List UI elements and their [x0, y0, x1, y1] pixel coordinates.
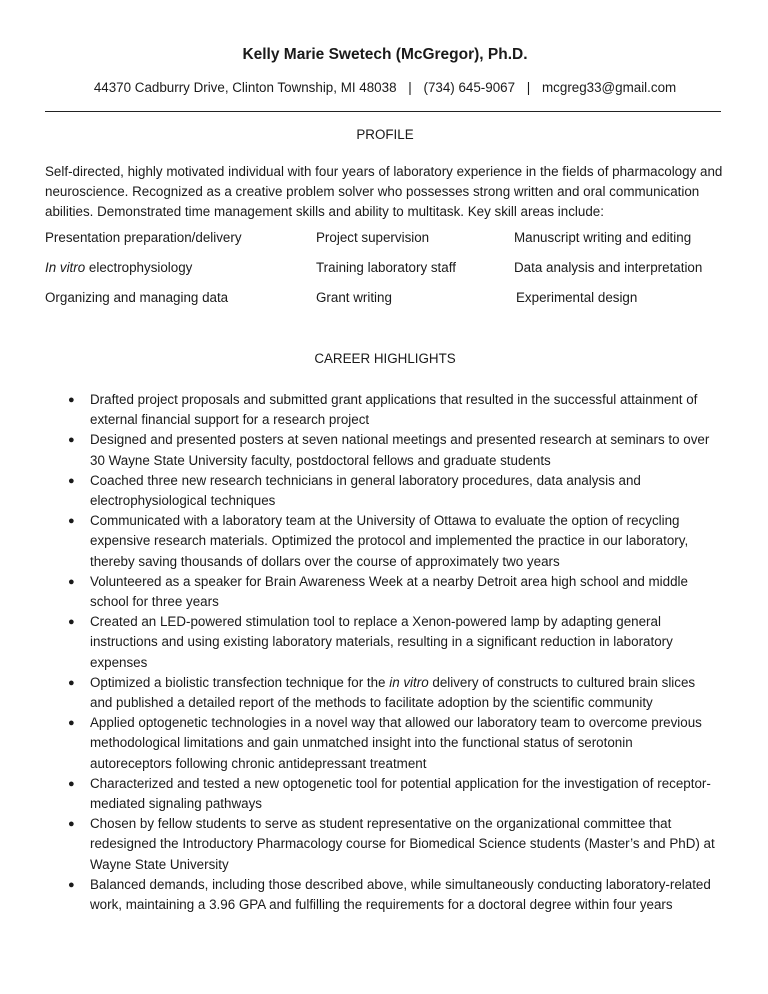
list-item — [45, 673, 715, 713]
header-divider — [45, 111, 721, 112]
highlight-text: Applied optogenetic technologies in a novel way that allowed our laboratory team to overcome previous methodological limitations and gain unmatched insight into the functional status of serotonin autoreceptors following chronic antidepressant treatment — [90, 715, 702, 771]
skill-item: Presentation preparation/delivery — [45, 230, 242, 245]
skill-item: Training laboratory staff — [316, 260, 456, 275]
bullet-icon: ● — [68, 474, 75, 487]
contact-separator: | — [526, 80, 531, 95]
bullet-icon: ● — [68, 676, 75, 689]
highlight-text: Drafted project proposals and submitted grant applications that resulted in the successful attainment of external financial support for a research project — [90, 392, 698, 428]
contact-address: 44370 Cadburry Drive, Clinton Township, MI 48038 — [93, 80, 397, 95]
highlight-text-italic: in vitro — [389, 674, 429, 690]
career-highlights-list — [45, 390, 725, 915]
list-item — [45, 430, 715, 470]
bullet-icon: ● — [68, 616, 75, 629]
skills-row — [45, 230, 725, 260]
contact-email: mcgreg33@gmail.com — [542, 80, 677, 95]
list-item — [45, 511, 715, 572]
bullet-icon: ● — [68, 434, 75, 447]
skills-row — [45, 290, 725, 320]
contact-phone: (734) 645-9067 — [423, 80, 516, 95]
skills-grid — [45, 230, 725, 320]
skill-item: Data analysis and interpretation — [514, 260, 703, 275]
highlight-text: Coached three new research technicians in general laboratory procedures, data analysis and electrophysiological techniques — [90, 472, 641, 509]
highlight-text: Chosen by fellow students to serve as student representative on the organizational committee that redesigned the Introductory Pharmacology course for Biomedical Science students (Master’s and PhD) at Wayne State University — [90, 816, 715, 872]
list-item — [45, 713, 715, 774]
highlight-text-part: Optimized a biolistic transfection technique for the — [90, 674, 390, 690]
bullet-icon: ● — [68, 777, 75, 790]
skill-item: Experimental design — [516, 290, 638, 305]
contact-separator: | — [408, 80, 412, 95]
bullet-icon: ● — [68, 818, 75, 831]
skill-item: Manuscript writing and editing — [514, 230, 692, 245]
bullet-icon: ● — [68, 717, 75, 730]
bullet-icon: ● — [68, 515, 75, 528]
skill-item — [45, 260, 192, 275]
profile-paragraph: Self-directed, highly motivated individual with four years of laboratory experience in the fields of pharmacology and neuroscience. Recognized as a creative problem solver who possesses strong written and oral communication abilities. Demonstrated time management skills and ability to multitask. Key skill areas include: — [45, 164, 723, 220]
skill-item-italic: In vitro — [45, 260, 86, 275]
list-item — [45, 390, 715, 430]
contact-line — [45, 80, 725, 95]
highlight-text: Volunteered as a speaker for Brain Awareness Week at a nearby Detroit area high school and middle school for three years — [90, 573, 688, 610]
bullet-icon: ● — [68, 878, 75, 891]
highlight-text-part: delivery of constructs to cultured brain slices and published a detailed report of the methods to facilitate adoption by the scientific community — [90, 674, 696, 711]
list-item — [45, 814, 715, 875]
career-highlights-heading: CAREER HIGHLIGHTS — [314, 351, 456, 366]
highlight-text — [90, 675, 695, 710]
list-item — [45, 875, 715, 915]
skill-item: Project supervision — [316, 230, 430, 245]
bullet-icon: ● — [68, 394, 75, 406]
highlight-text: Created an LED-powered stimulation tool to replace a Xenon-powered lamp by adapting general instructions and using existing laboratory materials, resulting in a significant reduction in laboratory expenses — [90, 614, 673, 670]
highlight-text: Communicated with a laboratory team at the University of Ottawa to evaluate the option of recycling expensive research materials. Optimized the protocol and implemented the practice in our laboratory, thereby saving thousands of dollars over the course of approximately two years — [90, 513, 689, 569]
profile-heading: PROFILE — [356, 127, 414, 142]
skill-item: Grant writing — [316, 290, 392, 305]
list-item — [45, 774, 715, 814]
highlight-text: Designed and presented posters at seven national meetings and presented research at seminars to over 30 Wayne State University faculty, postdoctoral fellows and graduate students — [90, 432, 710, 468]
list-item — [45, 612, 715, 673]
list-item — [45, 572, 715, 612]
resume-name: Kelly Marie Swetech (McGregor), Ph.D. — [242, 46, 528, 63]
bullet-icon: ● — [68, 575, 75, 588]
skill-item-rest: electrophysiology — [85, 260, 193, 275]
skill-item: Organizing and managing data — [45, 290, 229, 305]
highlight-text: Balanced demands, including those described above, while simultaneously conducting laboratory-related work, maintaining a 3.96 GPA and fulfilling the requirements for a doctoral degree within four years — [90, 876, 711, 913]
list-item — [45, 471, 715, 511]
highlight-text: Characterized and tested a new optogenetic tool for potential application for the investigation of receptor-mediated signaling pathways — [90, 775, 711, 812]
skills-row — [45, 260, 725, 290]
